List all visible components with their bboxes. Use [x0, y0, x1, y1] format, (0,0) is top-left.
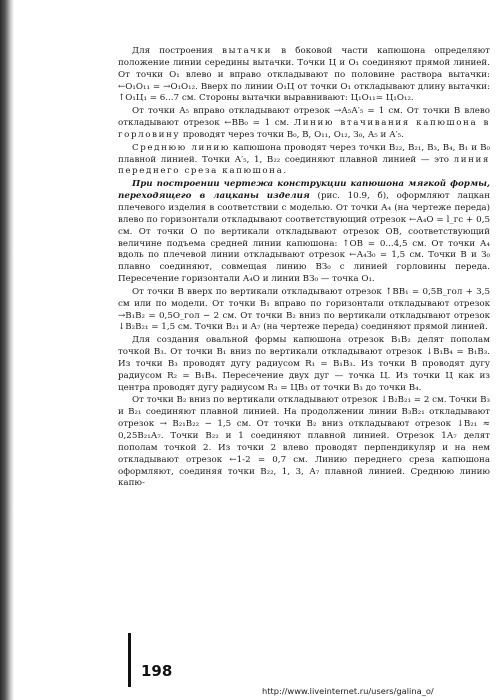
text-run: вытачки	[222, 46, 273, 56]
text-run: .	[283, 166, 287, 177]
document-body	[118, 46, 490, 490]
text-run: Для построения	[132, 46, 223, 56]
text-run: Линию втачивания капюшона в горловину	[118, 118, 491, 140]
text-run: линия переднего среза капюшона	[118, 154, 490, 177]
paragraph-p7	[118, 395, 490, 490]
paragraph-p4	[118, 179, 490, 286]
text-run: (рис. 10.9, б), оформляют лацкан плечевого изделия в соответствии с моделью. От точки А₄ (на чертеже переда) влево по горизонтали откладывают соответствующий отрезок ←А₄О = l_гс + 0,5 см. От точки О по вертикали откладывают отрезок ОВ, соответствующий величине подъема средней линии капюшона: ↑ОВ = 0...4,5 см. От точки А₄ вдоль по плечевой линии откладывают отрезок ←А₄З₀ = 1,5 см. Точки В и З₀ плавно соединяют, совмещая линию ВЗ₀ с линией горловины переда. Пересечение горизонтали А₄О и линии ВЗ₀ — точка О₁.	[118, 191, 490, 285]
paragraph-p3	[118, 143, 490, 179]
text-run: капюшона проводят через точки В₂₂, В₂₁, В₃, В₄, В₁ и В₀ плавной линией. Точки А′₅, 1, В₂₂ соединяют плавной линией — это	[118, 142, 490, 165]
text-run: От точки А₅ вправо откладывают отрезок →А₅А′₅ = 1 см. От точки В влево откладывают отрезок ←ВВ₀ = 1 см.	[118, 106, 490, 129]
paragraph-p6	[118, 335, 490, 394]
text-run: При построении чертежа конструкции капюшона мягкой формы, переходящего в лацканы изделия	[118, 179, 490, 202]
watermark-url: http://www.liveinternet.ru/users/galina_o/	[262, 686, 434, 696]
text-run: Среднюю линию	[132, 142, 230, 153]
page-binding-shadow	[0, 0, 14, 700]
paragraph-p2	[118, 106, 490, 142]
text-run: в боковой части капюшона определяют положение линии середины вытачки. Точки Ц и О₁ соединяют прямой линией. От точки О₁ влево и вправо откладывают по половине раствора вытачки: ←О₁О₁₁ = →О₁О₁₂. Вверх по линии О₁Ц от точки О₁ откладывают длину вытачки: ↑О₁Ц₁ = 6...7 см. Стороны вытачки выравнивают: Ц₁О₁₁= Ц₁О₁₂.	[118, 46, 490, 104]
text-run: От точки В вверх по вертикали откладывают отрезок ↑ВВ₁ = 0,5В_гол + 3,5 см или по модели. От точки В₁ вправо по горизонтали откладывают отрезок →В₁В₂ = 0,5О_гол − 2 см. От точки В₂ вниз по вертикали откладывают отрезок ↓В₂В₂₁ = 1,5 см. Точки В₂₁ и А₇ (на чертеже переда) соединяют прямой линией.	[118, 286, 490, 333]
text-run: Для создания овальной формы капюшона отрезок В₁В₂ делят пополам точкой В₃. От точки В₁ вниз по вертикали откладывают отрезок ↓В₁В₄ = В₁В₃. Из точки В₃ проводят дугу радиусом R₁ = В₁В₃. Из точки В проводят дугу радиусом R₂ = В₁В₄. Пересечение двух дуг — точка Ц. Из точки Ц как из центра проводят дугу радиусом R₃ = ЦВ₃ от точки В₃ до точки В₄.	[118, 335, 490, 393]
paragraph-p1	[118, 46, 490, 105]
text-run: проводят через точки В₀, В, О₁₁, О₁₂, З₀, А₅ и А′₅.	[180, 129, 404, 140]
paragraph-p5	[118, 287, 490, 334]
text-run: От точки В₂ вниз по вертикали откладывают отрезок ↓В₂В₂₁ = 2 см. Точки В₃ и В₂₁ соединяют плавной линией. На продолжении линии В₃В₂₁ откладывают отрезок → В₂₁В₂₂ − 1,5 см. От точки В₂ вниз откладывают отрезок ↓В₂₁ ≈ 0,25В₂₁А₇. Точки В₂₂ и 1 соединяют плавной линией. Отрезок 1А₇ делят пополам точкой 2. Из точки 2 влево проводят перпендикуляр и на нем откладывают отрезок ←1-2 = 0,7 см. Линию переднего среза капюшона оформляют, соединяя точки В₂₂, 1, 3, А₇ плавной линией. Среднюю линию капю-	[118, 395, 490, 489]
page-number: 198	[141, 662, 173, 680]
footer-rule	[128, 633, 131, 687]
